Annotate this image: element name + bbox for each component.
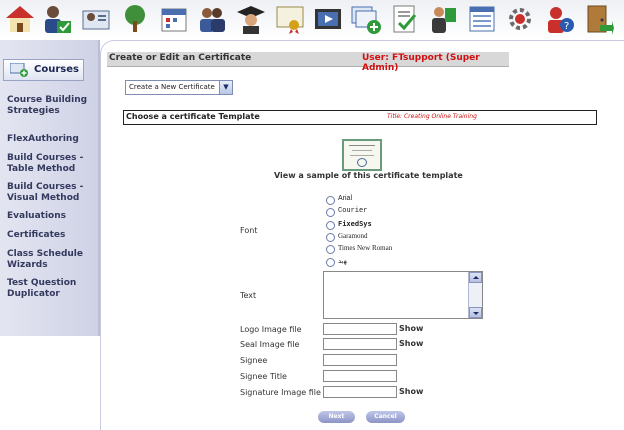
signature-show-link[interactable]: Show: [399, 387, 424, 396]
sidebar: [0, 40, 100, 336]
signature-image-label: Signature Image file: [240, 388, 321, 397]
scroll-down-icon[interactable]: [469, 307, 482, 318]
scrollbar[interactable]: [468, 272, 482, 318]
logo-show-link[interactable]: Show: [399, 324, 424, 333]
certificate-select-value: Create a New Certificate: [129, 83, 215, 91]
certificate-icon[interactable]: [274, 3, 306, 35]
logo-image-field[interactable]: [323, 323, 397, 335]
settings-group-icon[interactable]: [504, 3, 536, 35]
sidebar-item-test-question-duplicator[interactable]: Test Question Duplicator: [7, 278, 77, 299]
font-option-label: Courier: [338, 207, 368, 215]
graduate-icon[interactable]: [235, 3, 267, 35]
svg-text:?: ?: [564, 21, 570, 32]
report-check-icon[interactable]: [389, 3, 421, 35]
certificate-select[interactable]: [125, 80, 233, 95]
font-option-label: Times New Roman: [338, 244, 393, 252]
exit-door-icon[interactable]: [582, 3, 614, 35]
sidebar-item-class-schedule-wizards[interactable]: Class Schedule Wizards: [7, 249, 83, 270]
user-admin-icon[interactable]: [41, 3, 73, 35]
template-chooser-label: Choose a certificate Template: [126, 112, 260, 121]
template-title-note: Title: Creating Online Training: [387, 113, 477, 120]
sidebar-item-build-courses-table[interactable]: Build Courses - Table Method: [7, 153, 84, 174]
seal-image-field[interactable]: [323, 338, 397, 350]
courses-button[interactable]: [3, 59, 84, 81]
tree-icon[interactable]: [119, 3, 151, 35]
toolbar: [0, 0, 624, 40]
font-option-label: FixedSys: [338, 220, 372, 228]
signee-label: Signee: [240, 356, 268, 365]
logo-image-label: Logo Image file: [240, 325, 302, 334]
home-icon[interactable]: [4, 3, 36, 35]
sidebar-bottom-space: [0, 336, 100, 429]
seal-image-label: Seal Image file: [240, 340, 300, 349]
template-chooser[interactable]: [123, 110, 597, 125]
title-bar: [107, 52, 509, 73]
signee-title-field[interactable]: [323, 370, 397, 382]
radio-button[interactable]: [326, 233, 335, 242]
chevron-down-icon[interactable]: ▼: [219, 81, 232, 94]
text-label: Text: [240, 291, 257, 300]
seal-show-link[interactable]: Show: [399, 339, 424, 348]
users-group-icon[interactable]: [196, 3, 228, 35]
sidebar-item-evaluations[interactable]: Evaluations: [7, 211, 66, 221]
radio-button[interactable]: [326, 245, 335, 254]
scroll-up-icon[interactable]: [469, 272, 482, 283]
instructor-icon[interactable]: [427, 3, 459, 35]
radio-button[interactable]: [326, 221, 335, 230]
font-label: Font: [240, 226, 258, 235]
list-icon[interactable]: [466, 3, 498, 35]
signature-image-field[interactable]: [323, 386, 397, 398]
sidebar-item-build-courses-visual[interactable]: Build Courses - Visual Method: [7, 182, 84, 203]
font-option-label: Garamond: [338, 232, 368, 240]
certificate-sample-thumbnail[interactable]: [342, 139, 382, 171]
sample-link-label[interactable]: View a sample of this certificate template: [274, 171, 463, 180]
font-option-label: Arial: [338, 195, 353, 202]
courses-button-label: Courses: [34, 64, 79, 75]
cancel-button[interactable]: Cancel: [366, 411, 405, 423]
signee-title-label: Signee Title: [240, 372, 287, 381]
font-option-label: ﻬﺑﺪ: [338, 257, 347, 265]
next-button[interactable]: Next: [318, 411, 355, 423]
courses-icon: [10, 63, 28, 77]
sidebar-item-course-building-strategies[interactable]: Course Building Strategies: [7, 95, 88, 116]
sidebar-item-flexauthoring[interactable]: FlexAuthoring: [7, 134, 79, 144]
user-label: User: FTsupport (Super Admin): [362, 53, 480, 73]
certificate-text-area[interactable]: [323, 271, 483, 319]
signee-field[interactable]: [323, 354, 397, 366]
reader-icon[interactable]: [80, 3, 112, 35]
radio-button[interactable]: [326, 258, 335, 267]
page-title: Create or Edit an Certificate: [109, 53, 252, 63]
video-icon[interactable]: [312, 3, 344, 35]
radio-button[interactable]: [326, 196, 335, 205]
add-window-icon[interactable]: [350, 3, 382, 35]
sidebar-item-certificates[interactable]: Certificates: [7, 230, 66, 240]
calendar-icon[interactable]: [158, 3, 190, 35]
radio-button[interactable]: [326, 208, 335, 217]
help-user-icon[interactable]: [543, 3, 575, 35]
